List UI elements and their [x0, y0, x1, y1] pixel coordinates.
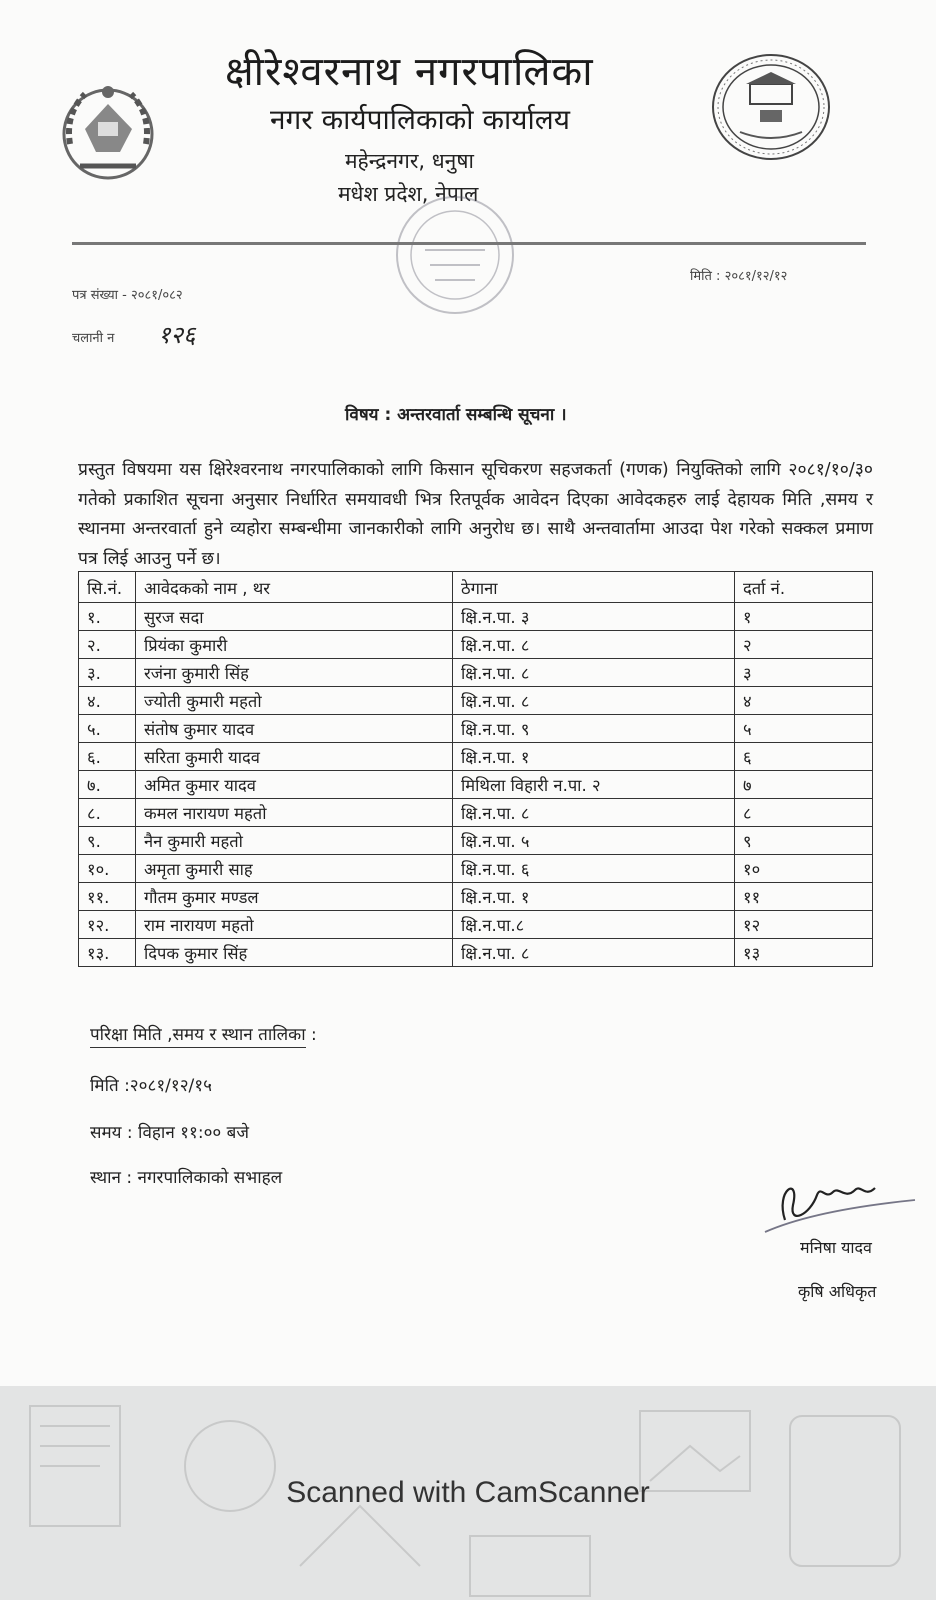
dispatch-number: १२६ — [158, 321, 196, 349]
serial-cell: १. — [79, 603, 136, 631]
address-cell: क्षि.न.पा. १ — [453, 743, 735, 771]
table-row — [79, 687, 873, 715]
office-subtitle: नगर कार्यपालिकाको कार्यालय — [270, 103, 570, 136]
regno-cell: ४ — [735, 687, 873, 715]
address-line-2: मधेश प्रदेश, नेपाल — [338, 182, 479, 206]
serial-cell: ८. — [79, 799, 136, 827]
name-cell: रजंना कुमारी सिंह — [136, 659, 453, 687]
address-cell: क्षि.न.पा. ८ — [453, 687, 735, 715]
regno-cell: ९ — [735, 827, 873, 855]
table-row — [79, 771, 873, 799]
serial-cell: २. — [79, 631, 136, 659]
col-serial-header: सि.नं. — [79, 572, 136, 603]
address-cell: मिथिला विहारी न.पा. २ — [453, 771, 735, 799]
name-cell: नैन कुमारी महतो — [136, 827, 453, 855]
office-seal-stamp — [370, 190, 540, 320]
serial-cell: ३. — [79, 659, 136, 687]
serial-cell: ६. — [79, 743, 136, 771]
table-row — [79, 743, 873, 771]
name-cell: दिपक कुमार सिंह — [136, 939, 453, 967]
table-row — [79, 911, 873, 939]
dispatch-label: चलानी न — [72, 331, 115, 346]
name-cell: अमृता कुमारी साह — [136, 855, 453, 883]
address-cell: क्षि.न.पा. ६ — [453, 855, 735, 883]
regno-cell: ६ — [735, 743, 873, 771]
col-address-header: ठेगाना — [453, 572, 735, 603]
header-divider — [72, 242, 866, 245]
name-cell: ज्योती कुमारी महतो — [136, 687, 453, 715]
table-row — [79, 883, 873, 911]
regno-cell: ५ — [735, 715, 873, 743]
regno-cell: ७ — [735, 771, 873, 799]
address-cell: क्षि.न.पा. ८ — [453, 799, 735, 827]
name-cell: संतोष कुमार यादव — [136, 715, 453, 743]
name-cell: सरिता कुमारी यादव — [136, 743, 453, 771]
serial-cell: १३. — [79, 939, 136, 967]
table-row — [79, 855, 873, 883]
name-cell: कमल नारायण महतो — [136, 799, 453, 827]
name-cell: अमित कुमार यादव — [136, 771, 453, 799]
exam-place: स्थान : नगरपालिकाको सभाहल — [90, 1168, 283, 1188]
table-row — [79, 799, 873, 827]
regno-cell: ३ — [735, 659, 873, 687]
address-line-1: महेन्द्रनगर, धनुषा — [345, 149, 474, 173]
name-cell: राम नारायण महतो — [136, 911, 453, 939]
address-cell: क्षि.न.पा.८ — [453, 911, 735, 939]
regno-cell: ८ — [735, 799, 873, 827]
signatory-name: मनिषा यादव — [800, 1238, 872, 1257]
col-name-header: आवेदकको नाम , थर — [136, 572, 453, 603]
table-row — [79, 827, 873, 855]
table-row — [79, 659, 873, 687]
address-cell: क्षि.न.पा. ८ — [453, 659, 735, 687]
serial-cell: ४. — [79, 687, 136, 715]
serial-cell: ९. — [79, 827, 136, 855]
applicants-table — [78, 571, 873, 967]
municipality-title: क्षीरेश्वरनाथ नगरपालिका — [225, 49, 594, 95]
schedule-title-text: परिक्षा मिति ,समय र स्थान तालिका — [90, 1025, 306, 1048]
name-cell: प्रियंका कुमारी — [136, 631, 453, 659]
name-cell: गौतम कुमार मण्डल — [136, 883, 453, 911]
address-cell: क्षि.न.पा. ३ — [453, 603, 735, 631]
serial-cell: ७. — [79, 771, 136, 799]
exam-time: समय : विहान ११:०० बजे — [90, 1123, 249, 1143]
regno-cell: २ — [735, 631, 873, 659]
municipality-logo-icon — [710, 52, 832, 162]
schedule-title — [90, 1022, 317, 1045]
signatory-title: कृषि अधिकृत — [798, 1282, 877, 1301]
serial-cell: १०. — [79, 855, 136, 883]
exam-date: मिति :२०८१/१२/१५ — [90, 1076, 212, 1096]
table-row — [79, 715, 873, 743]
table-row — [79, 939, 873, 967]
nepal-emblem-icon — [50, 74, 165, 189]
address-cell: क्षि.न.पा. १ — [453, 883, 735, 911]
table-row — [79, 631, 873, 659]
regno-cell: १० — [735, 855, 873, 883]
regno-cell: ११ — [735, 883, 873, 911]
address-cell: क्षि.न.पा. ८ — [453, 939, 735, 967]
name-cell: सुरज सदा — [136, 603, 453, 631]
serial-cell: १२. — [79, 911, 136, 939]
address-cell: क्षि.न.पा. ८ — [453, 631, 735, 659]
subject-line: विषय : अन्तरवार्ता सम्बन्धि सूचना । — [345, 405, 567, 425]
table-header-row — [79, 572, 873, 603]
table-row — [79, 603, 873, 631]
schedule-title-colon: : — [311, 1025, 317, 1045]
serial-cell: ११. — [79, 883, 136, 911]
regno-cell: १ — [735, 603, 873, 631]
serial-cell: ५. — [79, 715, 136, 743]
scanner-watermark-footer — [0, 1386, 936, 1600]
regno-cell: १२ — [735, 911, 873, 939]
col-regno-header: दर्ता नं. — [735, 572, 873, 603]
handwritten-signature — [755, 1170, 925, 1240]
letter-date: मिति : २०८१/१२/१२ — [690, 269, 788, 284]
notice-body: प्रस्तुत विषयमा यस क्षिरेश्वरनाथ नगरपालिकाको लागि किसान सूचिकरण सहजकर्ता (गणक) नियुक्तिको लागि २०८१/१०/३० गतेको प्रकाशित सूचना अनुसार निर्धारित समयावधी भित्र रितपूर्वक आवेदन दिएका आवेदकहरु लाई देहायक मिति ,समय र स्थानमा अन्तरवार्ता हुने व्यहोरा सम्बन्धीमा जानकारीको लागि अनुरोध छ। साथै अन्तवार्तामा आउदा पेश गरेको सक्कल प्रमाण पत्र लिई आउनु पर्ने छ। — [78, 460, 873, 569]
address-cell: क्षि.न.पा. ९ — [453, 715, 735, 743]
letter-number: पत्र संख्या - २०८१/०८२ — [72, 288, 183, 303]
regno-cell: १३ — [735, 939, 873, 967]
address-cell: क्षि.न.पा. ५ — [453, 827, 735, 855]
camscanner-label: Scanned with CamScanner — [286, 1476, 650, 1509]
